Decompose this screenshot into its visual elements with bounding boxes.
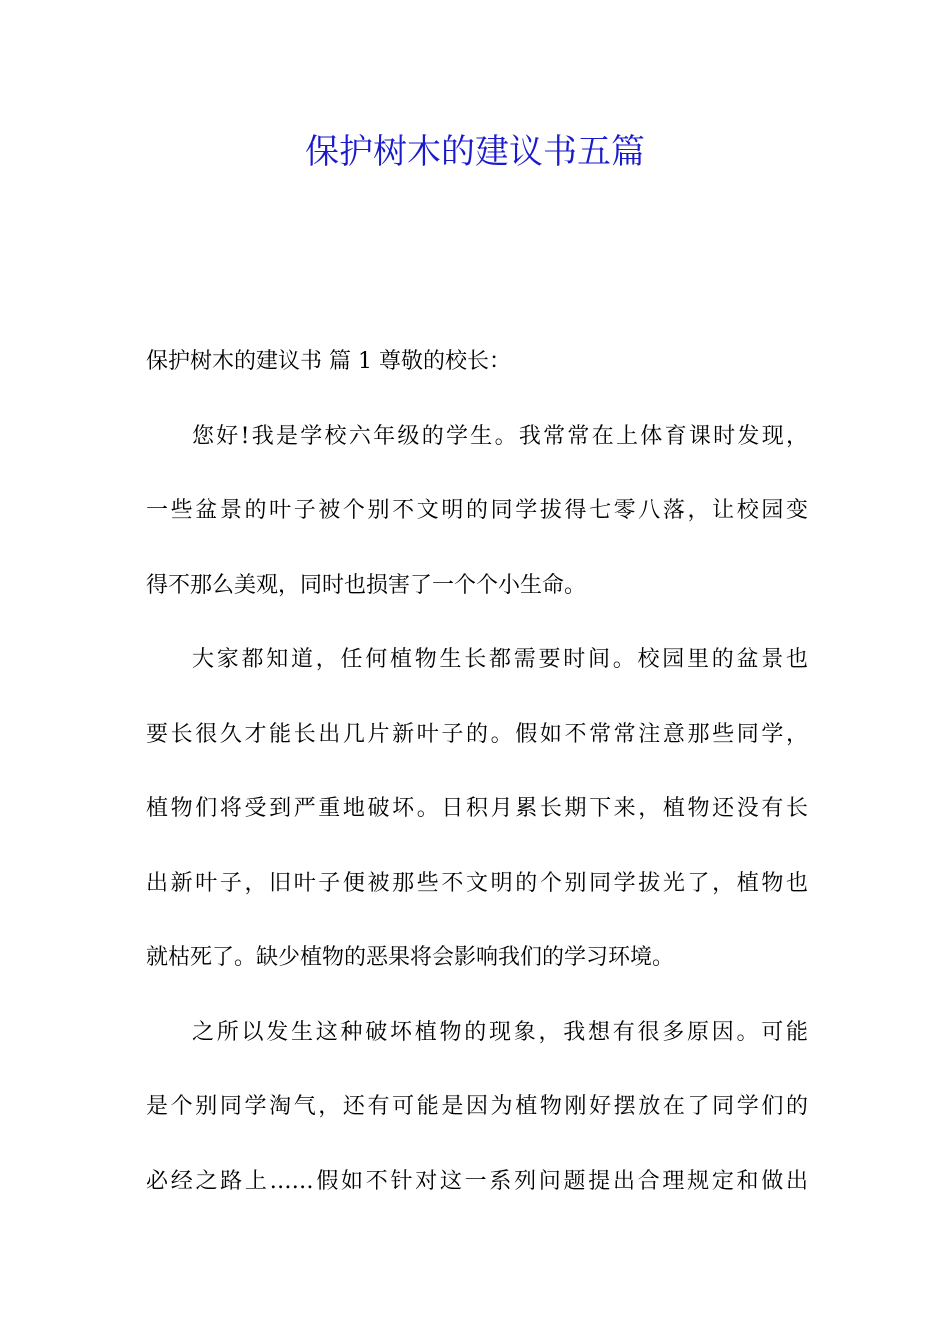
paragraph-line: 大家都知道，任何植物生长都需要时间。校园里的盆景也 [192,647,808,672]
paragraph-line: 出新叶子，旧叶子便被那些不文明的个别同学拔光了，植物也 [146,870,808,896]
paragraph-line: 就枯死了。缺少植物的恶果将会影响我们的学习环境。 [146,945,675,970]
document-title: 保护树木的建议书五篇 [305,132,645,172]
paragraph-line: 一些盆景的叶子被个别不文明的同学拔得七零八落，让校园变 [146,498,808,523]
paragraph-line: 要长很久才能长出几片新叶子的。假如不常常注意那些同学， [146,721,808,747]
paragraph-line: 植物们将受到严重地破坏。日积月累长期下来，植物还没有长 [146,796,808,821]
paragraph-line: 必经之路上……假如不针对这一系列问题提出合理规定和做出 [146,1168,808,1194]
paragraph-line: 是个别同学淘气，还有可能是因为植物刚好摆放在了同学们的 [146,1094,808,1119]
paragraph-line: 得不那么美观，同时也损害了一个个小生命。 [146,572,587,598]
paragraph-line: 之所以发生这种破坏植物的现象，我想有很多原因。可能 [192,1019,808,1045]
opening-line: 保护树木的建议书 篇 1 尊敬的校长： [146,349,511,374]
paragraph-line: 您好!我是学校六年级的学生。我常常在上体育课时发现， [192,423,808,449]
document-body [146,345,808,1239]
